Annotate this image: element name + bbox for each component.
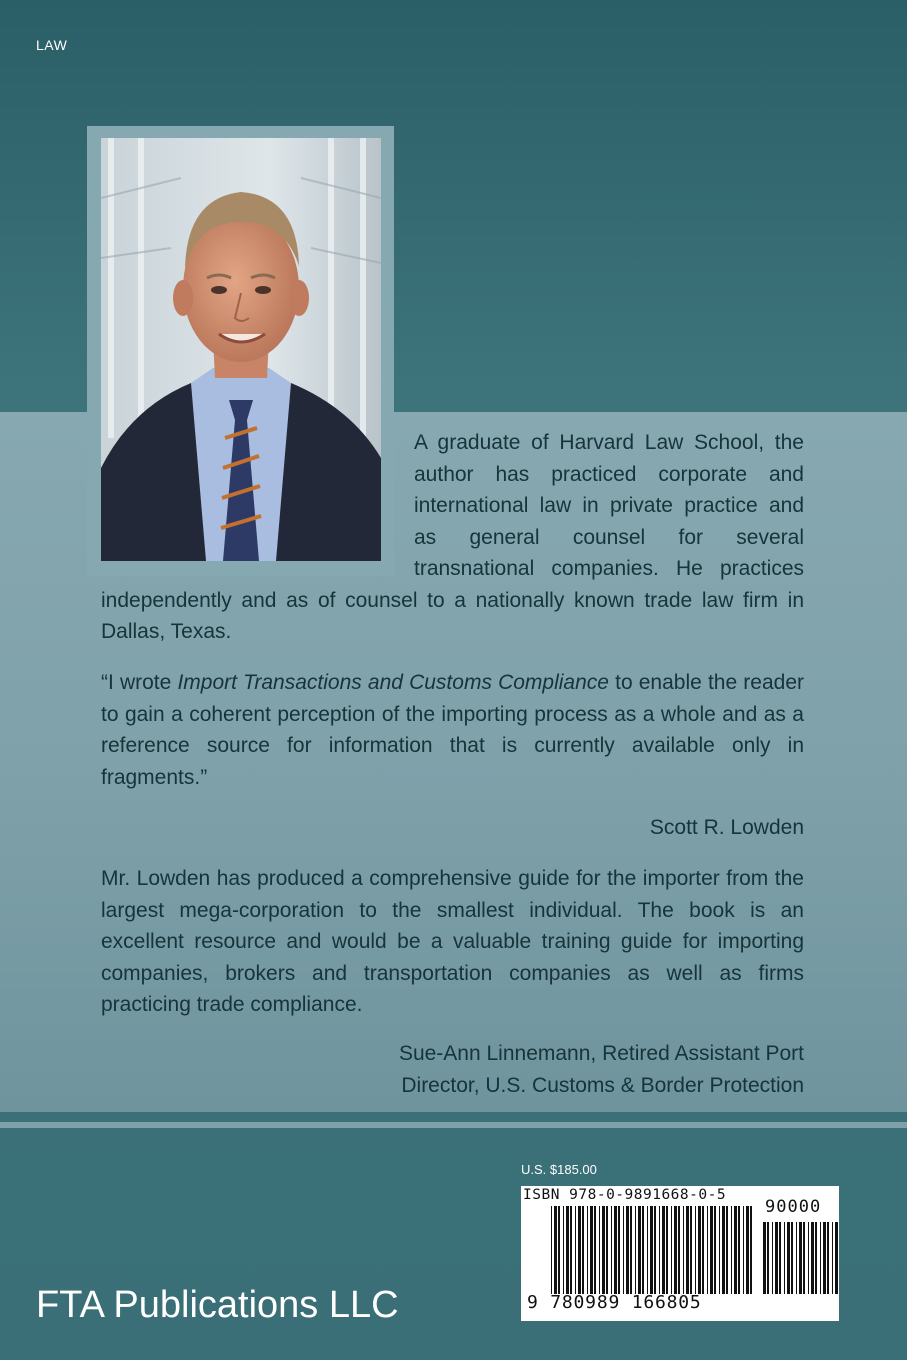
barcode-bar [594, 1206, 596, 1294]
barcode-bar [551, 1206, 552, 1294]
barcode-bar [743, 1206, 744, 1294]
barcode-bar [799, 1222, 802, 1294]
barcode-bar [820, 1222, 821, 1294]
barcode-bar [722, 1206, 725, 1294]
barcode-bar [590, 1206, 593, 1294]
category-label: LAW [36, 37, 68, 53]
barcode-bar [767, 1222, 769, 1294]
barcode-bar [791, 1222, 793, 1294]
barcode-bar [698, 1206, 701, 1294]
barcode-bar [635, 1206, 636, 1294]
barcode-bar [796, 1222, 797, 1294]
barcode-bar [695, 1206, 696, 1294]
quote-rest: to enable the reader to gain a coherent perception of the importing process as a whole and as a reference source for information that is currently available only in fragments.” [101, 671, 804, 789]
panel-divider [0, 1122, 907, 1128]
barcode-bar [787, 1222, 790, 1294]
barcode-bar [566, 1206, 569, 1294]
barcode-bar [734, 1206, 737, 1294]
review-text: Mr. Lowden has produced a comprehensive guide for the importer from the largest mega-corporation to the smallest individual. The book is an excellent resource and would be a valuable training guide for importing companies, brokers and transportation companies as well as firms practicing trade compliance. [101, 867, 804, 1016]
barcode-bar [772, 1222, 773, 1294]
barcode-bar [570, 1206, 572, 1294]
barcode-bar [626, 1206, 629, 1294]
barcode-bar [578, 1206, 581, 1294]
publisher-name: FTA Publications LLC [36, 1284, 399, 1326]
barcode-bar [654, 1206, 656, 1294]
photo-wrap-spacer [101, 427, 414, 569]
author-bio [101, 427, 804, 648]
barcode-bar [763, 1222, 766, 1294]
barcode-bar [835, 1222, 838, 1294]
barcode-bar [678, 1206, 680, 1294]
barcode-bar [602, 1206, 605, 1294]
barcode-bar [815, 1222, 817, 1294]
barcode-bar [811, 1222, 814, 1294]
barcode-bar [823, 1222, 826, 1294]
book-title: Import Transactions and Customs Compliance [177, 671, 609, 694]
barcode-bar [587, 1206, 588, 1294]
barcode-bar [659, 1206, 660, 1294]
barcode-bar [746, 1206, 749, 1294]
author-quote [101, 667, 804, 793]
barcode-bar [647, 1206, 648, 1294]
barcode-bar [779, 1222, 781, 1294]
barcode-bar [775, 1222, 778, 1294]
barcode-bar [554, 1206, 557, 1294]
barcode-bar [750, 1206, 752, 1294]
barcode-bar [719, 1206, 720, 1294]
barcode-bar [671, 1206, 672, 1294]
barcode-bar [738, 1206, 740, 1294]
barcode-bar [690, 1206, 692, 1294]
review-attribution-line2: Director, U.S. Customs & Border Protection [401, 1073, 804, 1097]
barcode-bar [563, 1206, 564, 1294]
barcode-bar [614, 1206, 617, 1294]
barcode-bars [551, 1202, 839, 1298]
barcode-bar [674, 1206, 677, 1294]
barcode-bar [630, 1206, 632, 1294]
barcode-bar [638, 1206, 641, 1294]
review-attribution-line1: Sue-Ann Linnemann, Retired Assistant Port [398, 1042, 804, 1065]
barcode-bar [599, 1206, 600, 1294]
barcode-bar [707, 1206, 708, 1294]
price-label: U.S. $185.00 [521, 1162, 597, 1177]
barcode-bar [731, 1206, 732, 1294]
barcode-bar [558, 1206, 560, 1294]
barcode-bar [808, 1222, 809, 1294]
barcode-bar [784, 1222, 785, 1294]
quote-attribution: Scott R. Lowden [649, 816, 804, 839]
barcode-bar [710, 1206, 713, 1294]
barcode-bar [611, 1206, 612, 1294]
barcode-bar [662, 1206, 665, 1294]
barcode-bar [686, 1206, 689, 1294]
isbn-label: ISBN 978-0-9891668-0-5 [523, 1187, 727, 1203]
addon-code: 90000 [765, 1197, 822, 1217]
barcode-bar [582, 1206, 584, 1294]
barcode-bar [702, 1206, 704, 1294]
bio-text: A graduate of Harvard Law School, the author has practiced corporate and international law in private practice and as general counsel for several transnational companies. He practices independently and as of counsel to a nationally known trade law firm in Dallas, Texas. [101, 431, 804, 643]
quote-open: “I wrote [101, 671, 178, 694]
barcode-bar [726, 1206, 728, 1294]
barcode [521, 1186, 839, 1321]
barcode-bar [618, 1206, 620, 1294]
barcode-bar [623, 1206, 624, 1294]
barcode-bar [666, 1206, 668, 1294]
barcode-bar [803, 1222, 805, 1294]
ean-digits: 9 780989 166805 [527, 1292, 702, 1313]
barcode-bar [827, 1222, 829, 1294]
barcode-bar [575, 1206, 576, 1294]
barcode-bar [832, 1222, 833, 1294]
barcode-bar [650, 1206, 653, 1294]
barcode-bar [683, 1206, 684, 1294]
review-attribution [300, 1038, 804, 1101]
barcode-bar [606, 1206, 608, 1294]
barcode-bar [714, 1206, 716, 1294]
barcode-bar [642, 1206, 644, 1294]
